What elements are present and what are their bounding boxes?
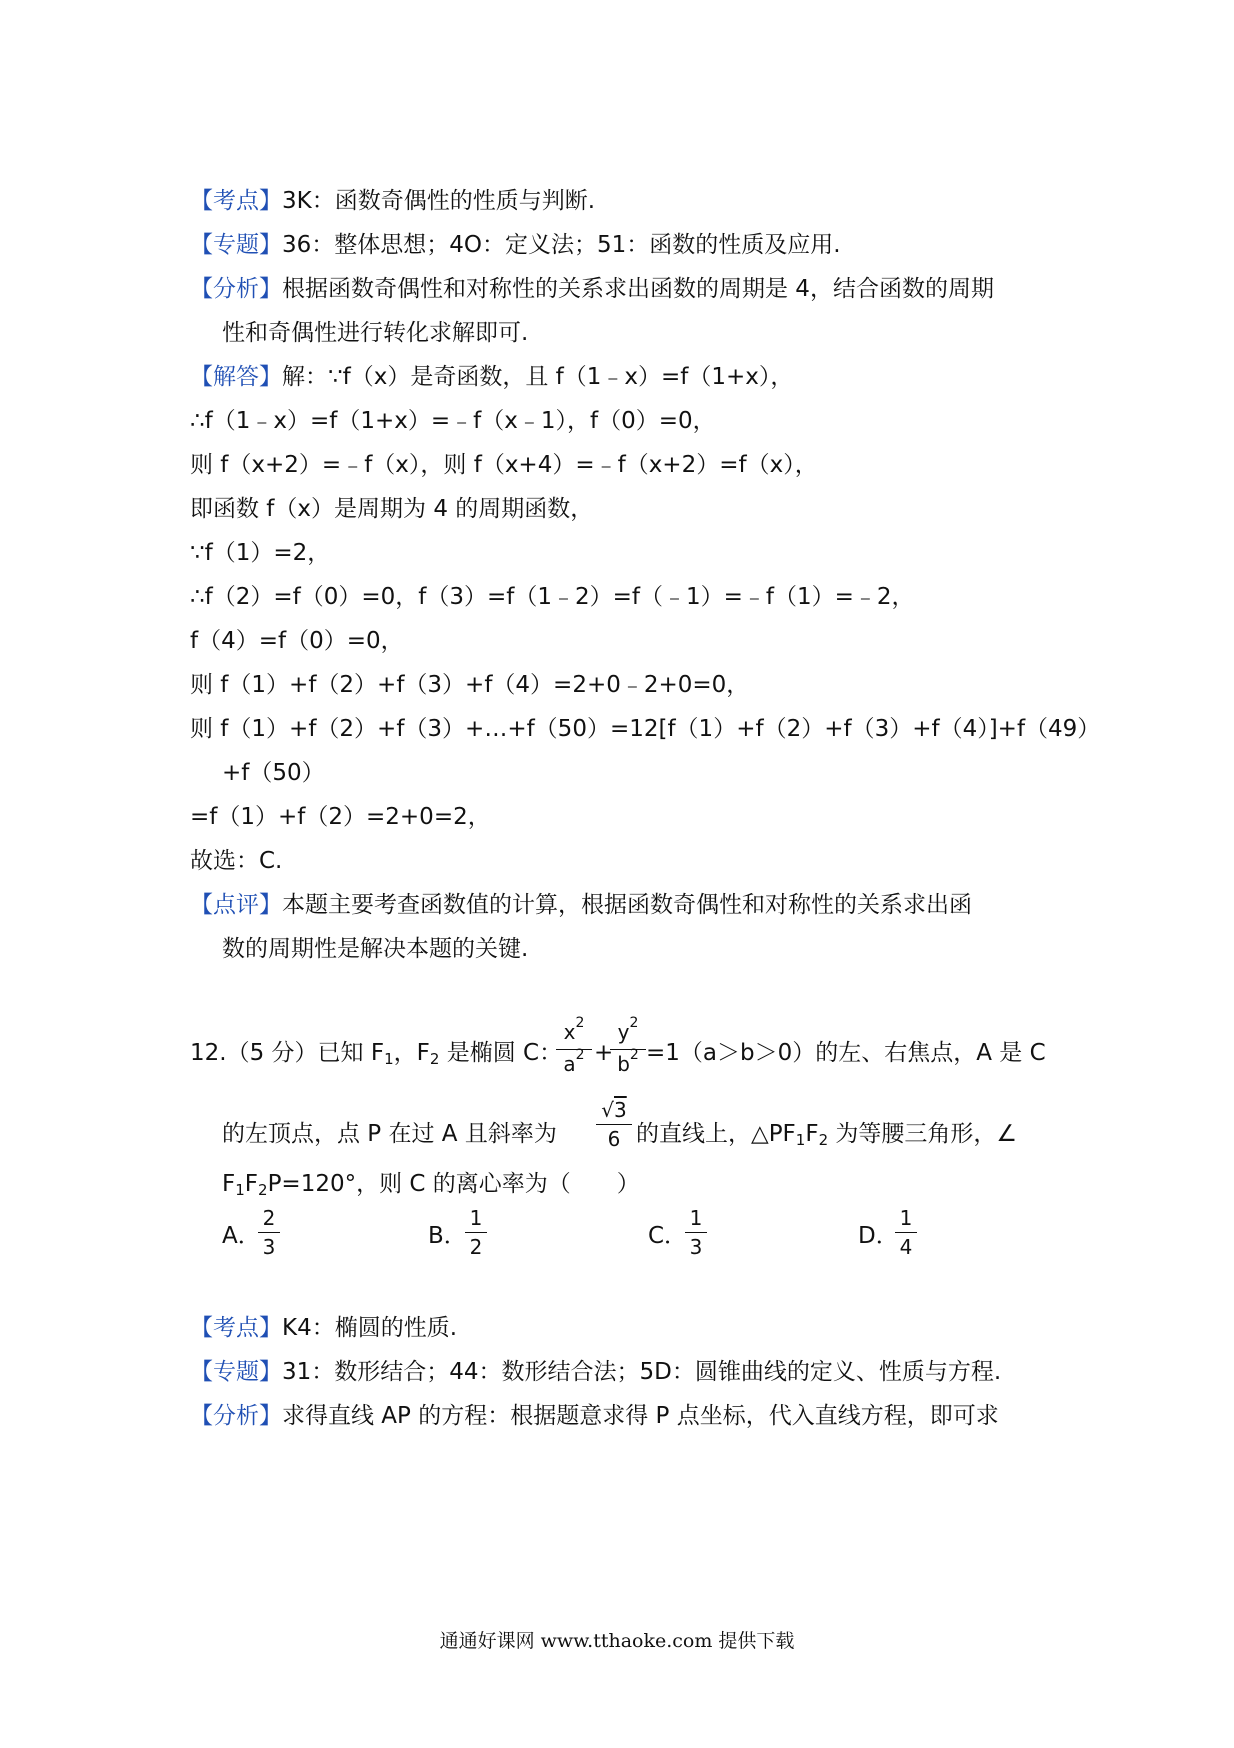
q12-text: F bbox=[222, 1171, 236, 1197]
jieda-tag: 【解答】 bbox=[190, 364, 282, 390]
frac-den: 4 bbox=[899, 1235, 913, 1259]
solution-line: 则 f（1）+f（2）+f（3）+f（4）=2+0﹣2+0=0， bbox=[190, 672, 750, 698]
option-d-fraction bbox=[895, 1206, 917, 1259]
jieda-line bbox=[190, 361, 793, 393]
jieda-text: 解：∵f（x）是奇函数，且 f（1﹣x）=f（1+x）， bbox=[282, 364, 794, 390]
exponent: 2 bbox=[575, 1047, 585, 1063]
subscript: 2 bbox=[818, 1131, 829, 1149]
q12-line2-right bbox=[636, 1118, 1017, 1150]
fenxi-text-cont: 性和奇偶性进行转化求解即可. bbox=[222, 320, 529, 346]
q12-text: F bbox=[244, 1171, 259, 1197]
fenxi-line-12 bbox=[190, 1400, 999, 1432]
frac-num: 3 bbox=[614, 1098, 627, 1122]
option-b-fraction bbox=[465, 1206, 487, 1259]
solution-line: 即函数 f（x）是周期为 4 的周期函数， bbox=[190, 496, 594, 522]
subscript: 1 bbox=[235, 1181, 245, 1199]
option-a-label[interactable]: A． bbox=[222, 1223, 261, 1249]
solution-line: ∴f（2）=f（0）=0，f（3）=f（1﹣2）=f（﹣1）=﹣f（1）=﹣2， bbox=[190, 584, 915, 610]
q12-lead: 12.（5 分）已知 F bbox=[190, 1040, 385, 1066]
frac-den: 3 bbox=[689, 1235, 703, 1259]
zhuanti-tag: 【专题】 bbox=[190, 232, 282, 258]
zhuanti-text: 36：整体思想；4O：定义法；51：函数的性质及应用. bbox=[282, 232, 841, 258]
frac-den: 6 bbox=[607, 1127, 621, 1151]
solution-line: 则 f（1）+f（2）+f（3）+…+f（50）=12[f（1）+f（2）+f（3）+f（4）]+f（49） bbox=[190, 716, 1101, 742]
q12-line2-left: 的左顶点，点 P 在过 A 且斜率为 bbox=[222, 1121, 557, 1147]
dianping-tag: 【点评】 bbox=[190, 892, 282, 918]
kaodian-line bbox=[190, 185, 595, 217]
exponent: 2 bbox=[629, 1015, 639, 1031]
fraction-y2-b2 bbox=[610, 1015, 646, 1079]
option-a-fraction bbox=[258, 1206, 280, 1259]
fenxi-text: 求得直线 AP 的方程：根据题意求得 P 点坐标，代入直线方程，即可求 bbox=[282, 1403, 999, 1429]
option-c-fraction bbox=[685, 1206, 707, 1259]
fenxi-text: 根据函数奇偶性和对称性的关系求出函数的周期是 4，结合函数的周期 bbox=[282, 276, 994, 302]
solution-line: 则 f（x+2）=﹣f（x），则 f（x+4）=﹣f（x+2）=f（x）， bbox=[190, 452, 818, 478]
frac-den: 3 bbox=[262, 1235, 276, 1259]
q12-text: 是椭圆 C： bbox=[439, 1040, 563, 1066]
zhuanti-text: 31：数形结合；44：数形结合法；5D：圆锥曲线的定义、性质与方程. bbox=[282, 1359, 1002, 1385]
frac-den: b bbox=[617, 1052, 630, 1076]
zhuanti-line-12 bbox=[190, 1356, 1001, 1388]
option-d-label[interactable]: D． bbox=[858, 1223, 899, 1249]
kaodian-text: K4：椭圆的性质. bbox=[282, 1315, 458, 1341]
fenxi-tag: 【分析】 bbox=[190, 1403, 282, 1429]
subscript: 1 bbox=[384, 1050, 394, 1068]
q12-line3 bbox=[222, 1168, 640, 1200]
plus-sign: + bbox=[594, 1040, 614, 1066]
frac-num: x bbox=[563, 1020, 576, 1044]
fraction-x2-a2 bbox=[556, 1015, 592, 1079]
subscript: 2 bbox=[429, 1050, 440, 1068]
kaodian-tag: 【考点】 bbox=[190, 188, 282, 214]
frac-num: 2 bbox=[262, 1206, 276, 1230]
dianping-line bbox=[190, 889, 972, 921]
fenxi-line bbox=[190, 273, 994, 305]
solution-line: ∴f（1﹣x）=f（1+x）=﹣f（x﹣1），f（0）=0， bbox=[190, 408, 716, 434]
frac-den: 2 bbox=[469, 1235, 483, 1259]
exponent: 2 bbox=[629, 1047, 639, 1063]
zhuanti-line bbox=[190, 229, 841, 261]
zhuanti-tag: 【专题】 bbox=[190, 1359, 282, 1385]
q12-text: P=120°，则 C 的离心率为（ ） bbox=[267, 1171, 640, 1197]
frac-num: 1 bbox=[899, 1206, 913, 1230]
subscript: 2 bbox=[258, 1181, 268, 1199]
q12-text: 的直线上，△PF bbox=[636, 1121, 796, 1147]
option-c-label[interactable]: C． bbox=[648, 1223, 688, 1249]
solution-line: =f（1）+f（2）=2+0=2， bbox=[190, 804, 491, 830]
frac-den: a bbox=[563, 1052, 576, 1076]
frac-num: 1 bbox=[689, 1206, 703, 1230]
kaodian-tag: 【考点】 bbox=[190, 1315, 282, 1341]
kaodian-text: 3K：函数奇偶性的性质与判断. bbox=[282, 188, 596, 214]
solution-line: +f（50） bbox=[222, 760, 325, 786]
kaodian-line-12 bbox=[190, 1312, 457, 1344]
exponent: 2 bbox=[575, 1015, 585, 1031]
q12-line1-left bbox=[190, 1037, 562, 1069]
option-b-label[interactable]: B． bbox=[428, 1223, 467, 1249]
solution-line: 故选：C. bbox=[190, 848, 283, 874]
dianping-text: 本题主要考查函数值的计算，根据函数奇偶性和对称性的关系求出函 bbox=[282, 892, 972, 918]
q12-text: ，F bbox=[393, 1040, 430, 1066]
dianping-text-cont: 数的周期性是解决本题的关键. bbox=[222, 936, 529, 962]
q12-line1-right: =1（a＞b＞0）的左、右焦点，A 是 C bbox=[646, 1040, 1046, 1066]
fenxi-tag: 【分析】 bbox=[190, 276, 282, 302]
frac-num: 1 bbox=[469, 1206, 483, 1230]
solution-line: ∵f（1）=2， bbox=[190, 540, 331, 566]
q12-text: F bbox=[805, 1121, 819, 1147]
sqrt-icon: √ bbox=[601, 1098, 614, 1122]
page-footer: 通通好课网 www.tthaoke.com 提供下载 bbox=[439, 1630, 795, 1652]
subscript: 1 bbox=[795, 1131, 806, 1149]
frac-num: y bbox=[617, 1020, 630, 1044]
fraction-slope bbox=[596, 1098, 632, 1151]
solution-line: f（4）=f（0）=0， bbox=[190, 628, 404, 654]
q12-text: 为等腰三角形，∠ bbox=[828, 1121, 1018, 1147]
